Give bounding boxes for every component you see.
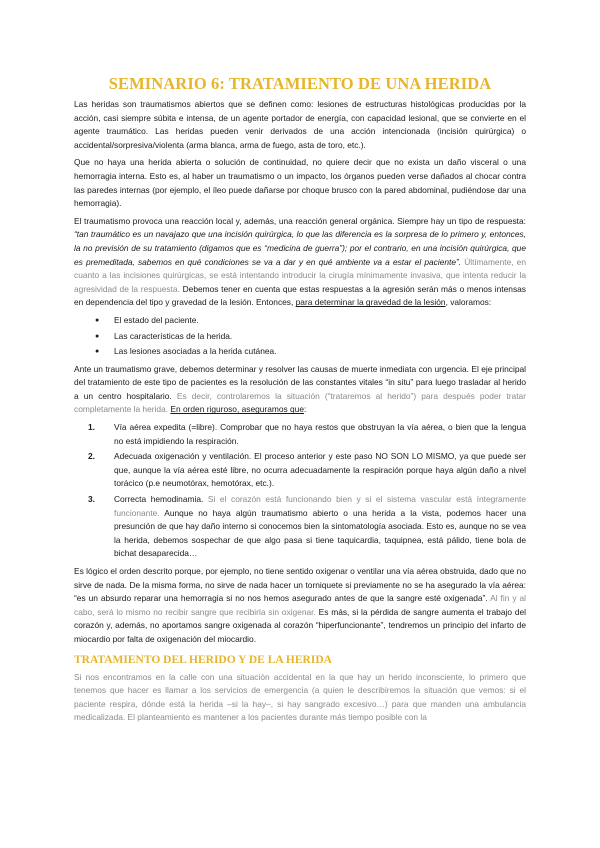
logic-grey-note: Al fin y al cabo, será lo mismo no recibir sangre que recibirla sin oxigenar. xyxy=(74,593,526,617)
step-number: 2. xyxy=(88,451,95,462)
step-item xyxy=(84,493,526,561)
step-text-b: Aunque no haya algún traumatismo abierto o una herida a la vista, podemos hacer una presunción de que hay daño interno si conocemos bien la sintomatología asociada. Esto es, aunque no se vea la herida, debemos sospechar de que algo pasa si tiene taquicardia, taquipnea, está pálido, tiene bola de bichat desaparecida… xyxy=(114,507,526,559)
step-item xyxy=(84,450,526,491)
paragraph-intro: Las heridas son traumatismos abiertos que se definen como: lesiones de estructuras histológicas producidas por la acción, casi siempre súbita e intensa, de un agente portador de energía, con capacidad lesional, que se convierte en el agente traumático. Las heridas pueden venir derivados de una acción intencionada (incisión quirúrgica) o accidental/sorpresiva/violenta (arma blanca, arma de fuego, asta de toro, etc.). xyxy=(74,99,526,150)
step-text: Vía aérea expedita (=libre). Comprobar que no haya restos que obstruyan la vía aérea, o bien que la lengua no está impidiendo la respiración. xyxy=(114,422,526,446)
step-grey-note: Si el corazón está funcionando bien y si el sistema vascular está íntegramente funcionante. xyxy=(114,494,526,518)
paragraph-response xyxy=(74,215,526,310)
paragraph-internal-damage: Que no haya una herida abierta o solución de continuidad, no quiere decir que no exista un daño visceral o una hemorragia interna. Esto es, al haber un traumatismo o un impacto, los órganos pueden verse dañados al chocar contra las paredes internas (por ejemplo, el íleo puede dañarse por choque brusco con la pared abdominal, pudiéndose dar una hemorragia). xyxy=(74,157,526,209)
response-underlined: para determinar la gravedad de la lesión xyxy=(295,297,446,308)
paragraph-street-situation: Si nos encontramos en la calle con una situación accidental en la que hay un herido inconsciente, lo primero que tenemos que hacer es llamar a los servicios de emergencia (a quien le describiremos la situación que vemos: si el paciente respira, dónde está la herida –si la hay–, si hay sangrado excesivo…) para que manden una ambulancia medicalizada. El planteamiento es mantener a los pacientes durante más tiempo posible con la xyxy=(74,671,526,723)
emergency-grey-note: Es decir, controlaremos la situación (“trataremos al herido”) para después poder tratar completamente la herida. xyxy=(74,390,526,415)
emergency-text-c: : xyxy=(304,404,307,415)
logic-text-b: Es más, si la pérdida de sangre aumenta el trabajo del corazón y, además, no aportamos sangre oxigenada al corazón “hiperfuncionante”, tendremos un principio del infarto de miocardio por falta de oxigenación del miocardio. xyxy=(74,606,526,644)
response-text-c: , valoramos: xyxy=(445,297,492,308)
response-grey-note: Últimamente, en cuanto a las incisiones quirúrgicas, se está intentando introducir la cirugía mínimamente invasiva, que intenta reducir la agresividad de la respuesta. xyxy=(74,256,526,294)
priority-steps xyxy=(74,421,526,561)
step-number: 3. xyxy=(88,494,95,505)
response-quote: “tan traumático es un navajazo que una incisión quirúrgica, lo que las diferencia es la sorpresa de lo primero y, entonces, la no previsión de su tratamiento (digamos que es “medicina de guerra”); por el contrario, en una incisión quirúrgica, que es premeditada, sabemos en qué condiciones se va a dar y en qué ambiente va a estar el paciente”. xyxy=(74,229,526,267)
assessment-list xyxy=(74,314,526,359)
emergency-text-a: Ante un traumatismo grave, debemos determinar y resolver las causas de muerte inmediata con urgencia. El eje principal del tratamiento de este tipo de pacientes es la resolución de las constantes vitales “in situ” para luego trasladar al herido a un centro hospitalario. xyxy=(74,363,526,401)
response-text-b: Debemos tener en cuenta que estas respuestas a la agresión serán más o menos intensas en dependencia del tipo y gravedad de la lesión. Entonces, xyxy=(74,283,526,308)
step-text: Adecuada oxigenación y ventilación. El proceso anterior y este paso NO SON LO MISMO, ya que puede ser que, aunque la vía aérea esté libre, no ocurra adecuadamente la respiración porque haya algún daño a nivel torácico (p.e neumotórax, hemotórax, etc.). xyxy=(114,451,526,489)
step-text: Correcta hemodinamia. xyxy=(114,494,204,505)
step-item xyxy=(84,421,526,448)
paragraph-order-logic xyxy=(74,565,526,647)
list-item: ● Las lesiones asociadas a la herida cutánea. xyxy=(95,345,526,359)
list-item: ● El estado del paciente. xyxy=(95,314,526,328)
list-item: ● Las características de la herida. xyxy=(95,330,526,344)
emergency-underlined: En orden riguroso, aseguramos que xyxy=(170,404,304,415)
logic-text-a: Es lógico el orden descrito porque, por ejemplo, no tiene sentido oxigenar o ventilar una vía aérea obstruida, dado que no sirve de nada. De la misma forma, no sirve de nada hacer un torniquete si previamente no se ha asegurado la vía aérea: “es un absurdo reparar una hemorragia si no nos hemos asegurado antes de que la sangre esté oxigenada”. xyxy=(74,566,526,604)
page-title: SEMINARIO 6: TRATAMIENTO DE UNA HERIDA xyxy=(108,74,492,93)
section-subtitle: TRATAMIENTO DEL HERIDO Y DE LA HERIDA xyxy=(74,653,332,666)
step-number: 1. xyxy=(88,422,95,433)
paragraph-emergency xyxy=(74,363,526,417)
response-text-a: El traumatismo provoca una reacción local y, además, una reacción general orgánica. Siempre hay un tipo de respuesta: xyxy=(74,215,526,226)
